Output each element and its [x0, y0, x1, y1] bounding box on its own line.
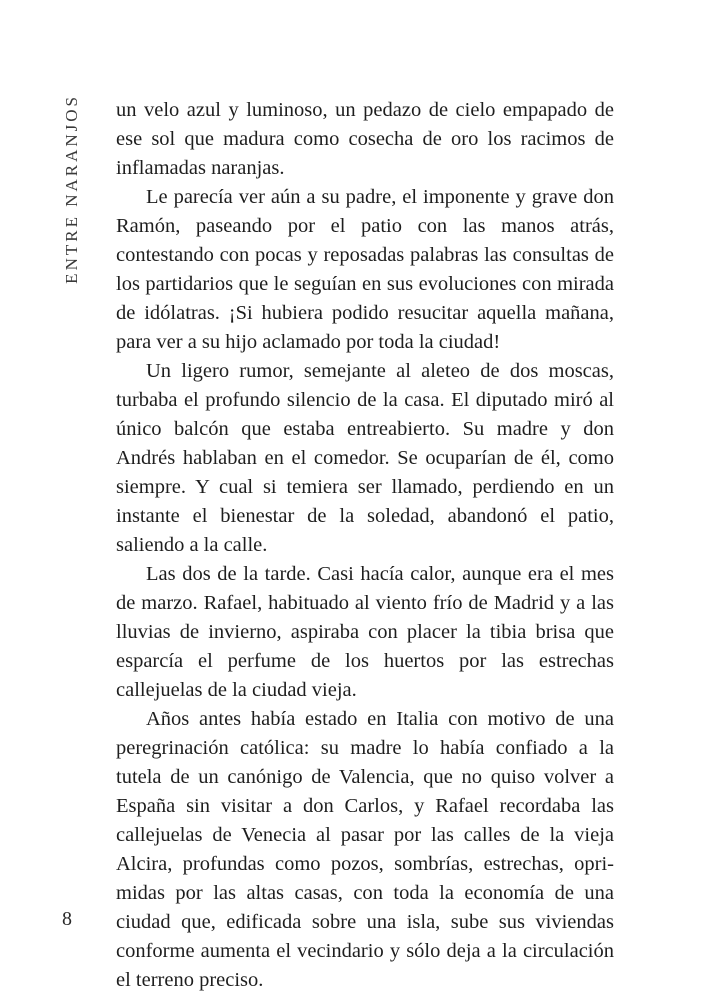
paragraph: Le parecía ver aún a su padre, el imponente y grave don Ramón, paseando por el patio con las manos atrás, contestando con pocas y reposadas palabras las consultas de los partidarios que le seguían en sus evoluciones con mirada de idólatras. ¡Si hubiera podido resucitar aquella mañana, para ver a su hijo aclamado por toda la ciudad!: [116, 186, 614, 353]
paragraph: Un ligero rumor, semejante al aleteo de dos moscas, turbaba el profundo silencio de la casa. El diputado miró al único balcón que estaba entreabierto. Su madre y don Andrés hablaban en el comedor. Se ocuparían de él, como siempre. Y cual si temiera ser llamado, perdiendo en un instante el bienestar de la soledad, abandonó el patio, saliendo a la calle.: [116, 360, 614, 556]
running-head: ENTRE NARANJOS: [62, 94, 81, 284]
page-number: 8: [62, 908, 72, 930]
paragraph: un velo azul y luminoso, un pedazo de cielo empapado de ese sol que madura como cosecha de oro los racimos de inflamadas naranjas.: [116, 99, 614, 179]
paragraph: Años antes había estado en Italia con motivo de una peregrinación católica: su madre lo había confiado a la tutela de un canónigo de Valencia, que no quiso volver a España sin visitar a don Carlos, y Rafael recordaba las callejuelas de Venecia al pasar por las calles de la vieja Alcira, profundas como pozos, sombrías, estrechas, oprimidas por las altas casas, con toda la economía de una ciudad que, edificada sobre una isla, sube sus viviendas conforme aumenta el vecindario y sólo deja a la circulación el terreno preciso.: [116, 708, 614, 991]
paragraph: Las dos de la tarde. Casi hacía calor, aunque era el mes de marzo. Rafael, habituado al viento frío de Madrid y a las lluvias de invierno, aspiraba con placer la tibia brisa que esparcía el perfume de los huertos por las estrechas callejuelas de la ciudad vieja.: [116, 563, 614, 701]
body-text: [116, 96, 614, 995]
